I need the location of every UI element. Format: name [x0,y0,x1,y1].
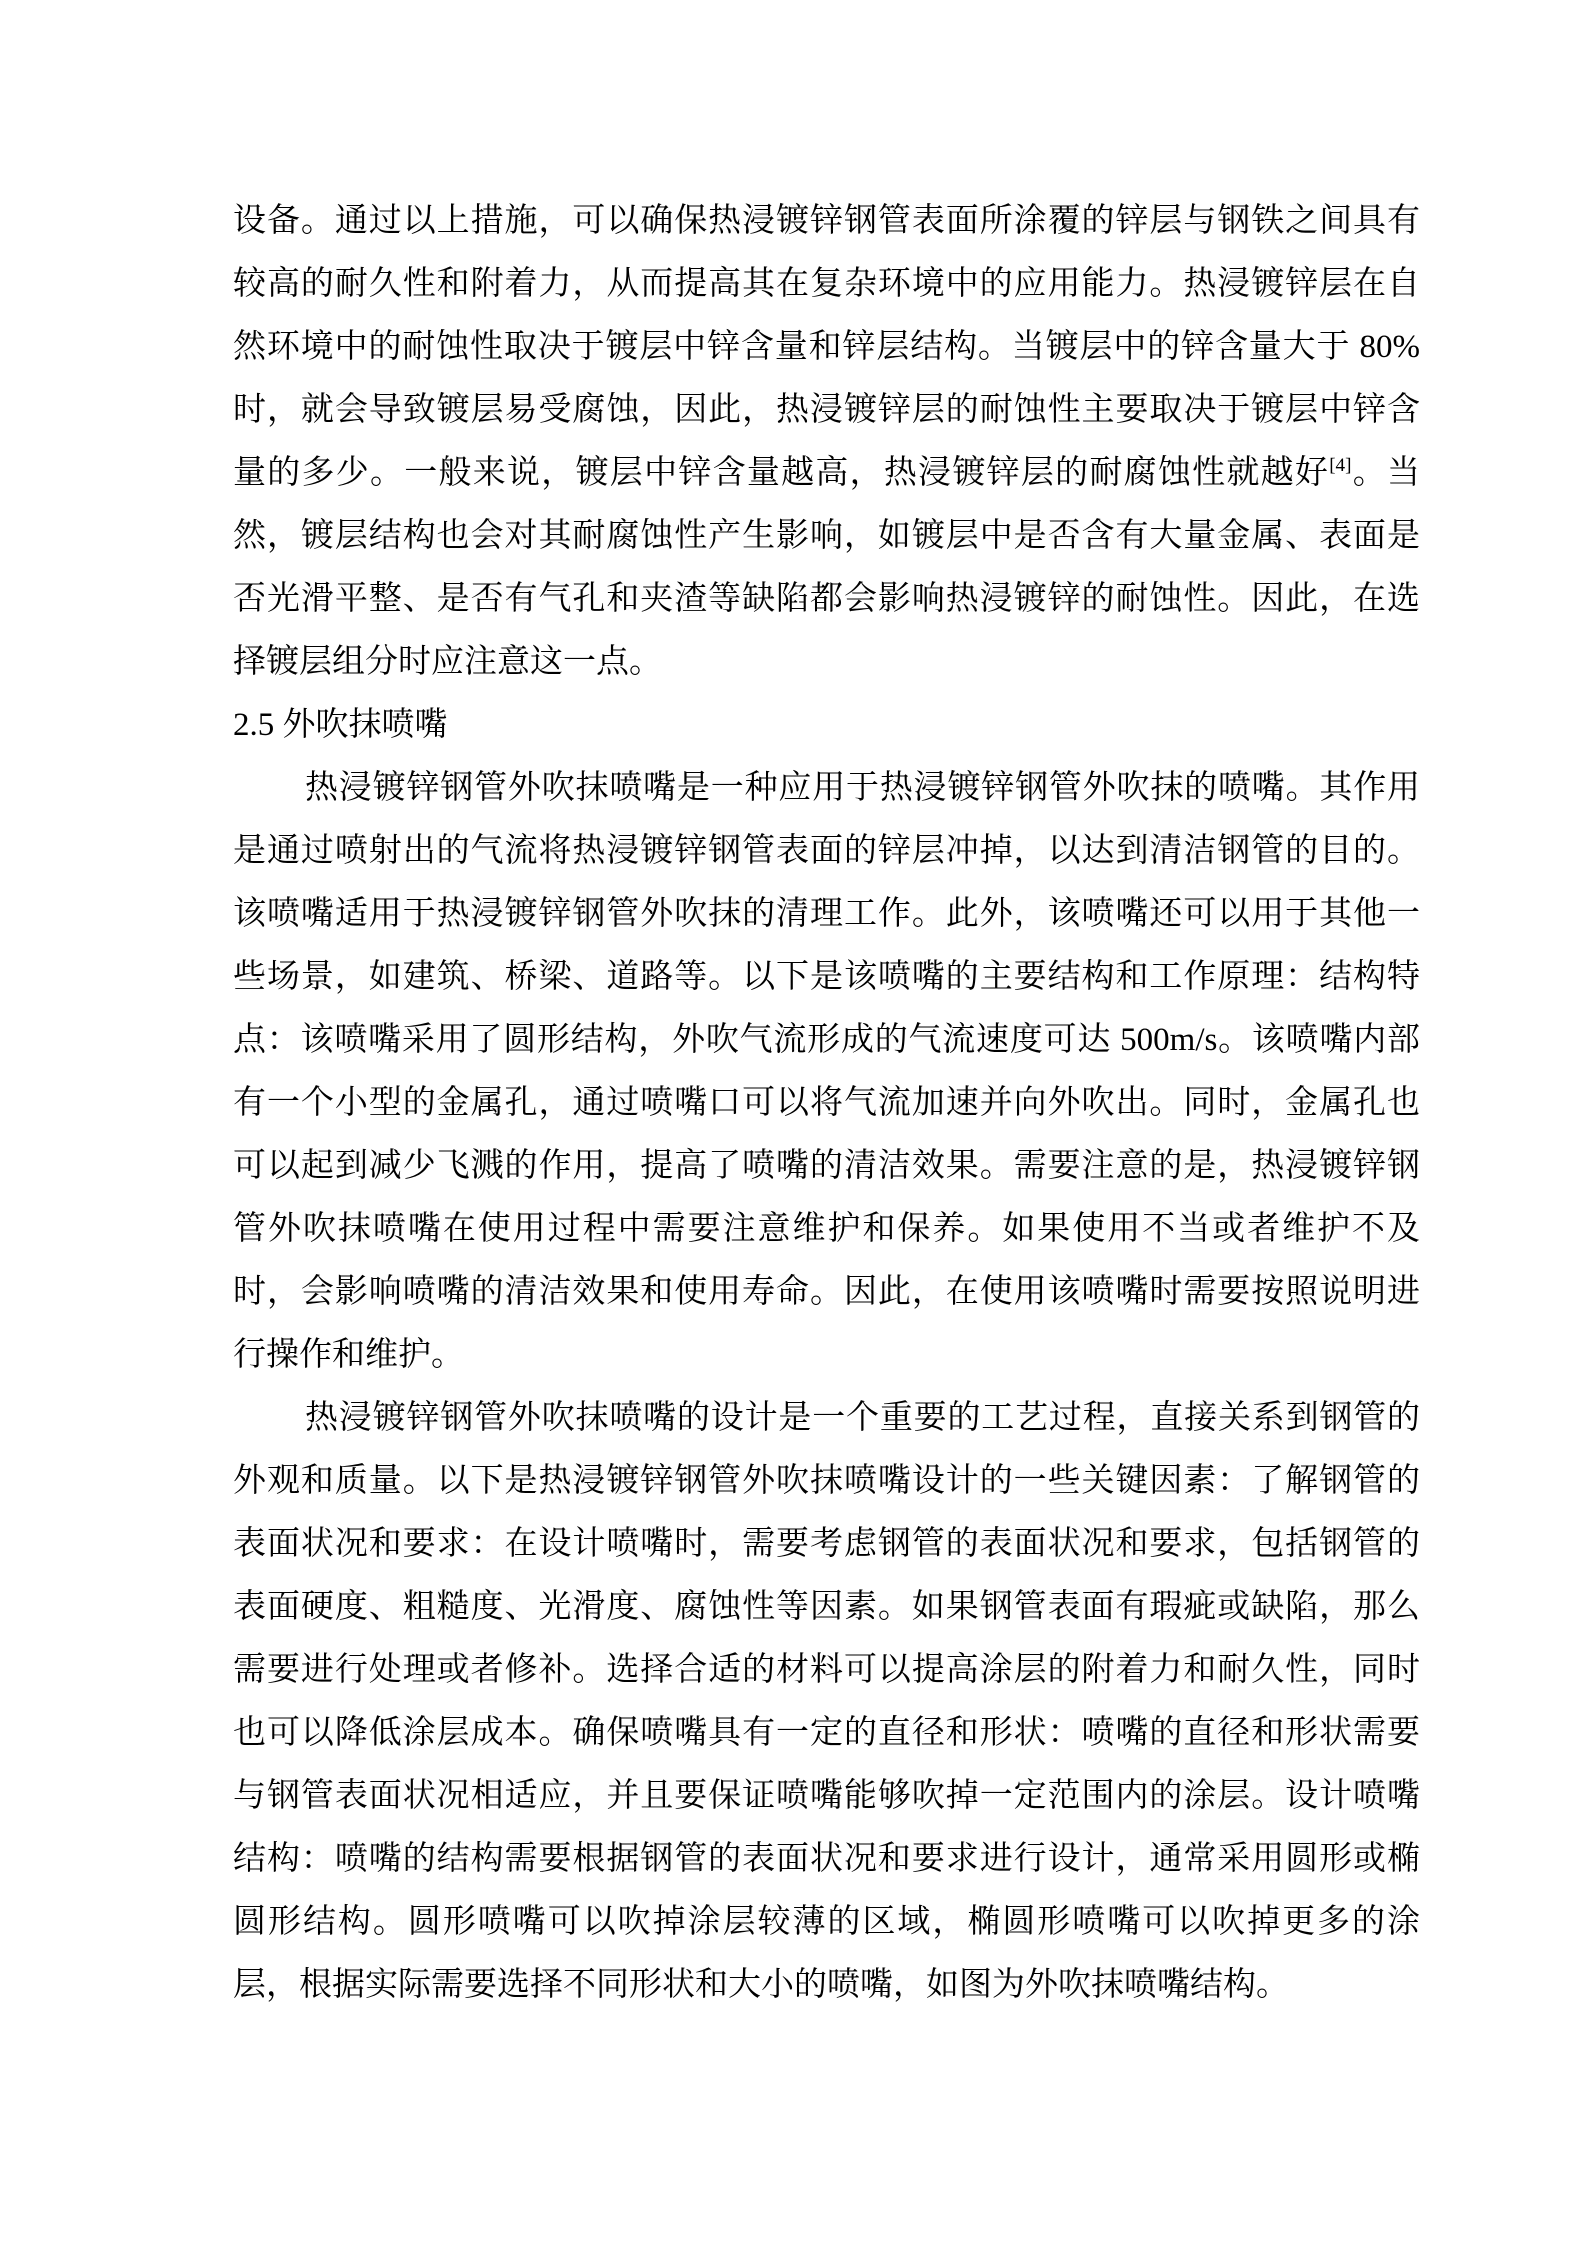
footnote-reference-4: [4] [1329,455,1352,476]
paragraph-text-before-footnote: 设备。通过以上措施，可以确保热浸镀锌钢管表面所涂覆的锌层与钢铁之间具有较高的耐久性和附着力，从而提高其在复杂环境中的应用能力。热浸镀锌层在自然环境中的耐蚀性取决于镀层中锌含量和锌层结构。当镀层中的锌含量大于 80%时，就会导致镀层易受腐蚀，因此，热浸镀锌层的耐蚀性主要取决于镀层中锌含量的多少。一般来说，镀层中锌含量越高，热浸镀锌层的耐腐蚀性就越好 [233,203,1420,491]
paragraph-text-after-footnote: 。当然，镀层结构也会对其耐腐蚀性产生影响，如镀层中是否含有大量金属、表面是否光滑平整、是否有气孔和夹渣等缺陷都会影响热浸镀锌的耐蚀性。因此，在选择镀层组分时应注意这一点。 [233,455,1421,680]
paragraph-coating-corrosion [233,190,1420,694]
paragraph-nozzle-design: 热浸镀锌钢管外吹抹喷嘴的设计是一个重要的工艺过程，直接关系到钢管的外观和质量。以下是热浸镀锌钢管外吹抹喷嘴设计的一些关键因素：了解钢管的表面状况和要求：在设计喷嘴时，需要考虑钢管的表面状况和要求，包括钢管的表面硬度、粗糙度、光滑度、腐蚀性等因素。如果钢管表面有瑕疵或缺陷，那么需要进行处理或者修补。选择合适的材料可以提高涂层的附着力和耐久性，同时也可以降低涂层成本。确保喷嘴具有一定的直径和形状：喷嘴的直径和形状需要与钢管表面状况相适应，并且要保证喷嘴能够吹掉一定范围内的涂层。设计喷嘴结构：喷嘴的结构需要根据钢管的表面状况和要求进行设计，通常采用圆形或椭圆形结构。圆形喷嘴可以吹掉涂层较薄的区域，椭圆形喷嘴可以吹掉更多的涂层，根据实际需要选择不同形状和大小的喷嘴，如图为外吹抹喷嘴结构。 [233,1400,1420,2003]
paragraph-nozzle-overview: 热浸镀锌钢管外吹抹喷嘴是一种应用于热浸镀锌钢管外吹抹的喷嘴。其作用是通过喷射出的气流将热浸镀锌钢管表面的锌层冲掉，以达到清洁钢管的目的。该喷嘴适用于热浸镀锌钢管外吹抹的清理工作。此外，该喷嘴还可以用于其他一些场景，如建筑、桥梁、道路等。以下是该喷嘴的主要结构和工作原理：结构特点：该喷嘴采用了圆形结构，外吹气流形成的气流速度可达 500m/s。该喷嘴内部有一个小型的金属孔，通过喷嘴口可以将气流加速并向外吹出。同时，金属孔也可以起到减少飞溅的作用，提高了喷嘴的清洁效果。需要注意的是，热浸镀锌钢管外吹抹喷嘴在使用过程中需要注意维护和保养。如果使用不当或者维护不及时，会影响喷嘴的清洁效果和使用寿命。因此，在使用该喷嘴时需要按照说明进行操作和维护。 [233,770,1420,1373]
section-heading-2-5: 2.5 外吹抹喷嘴 [233,707,448,743]
